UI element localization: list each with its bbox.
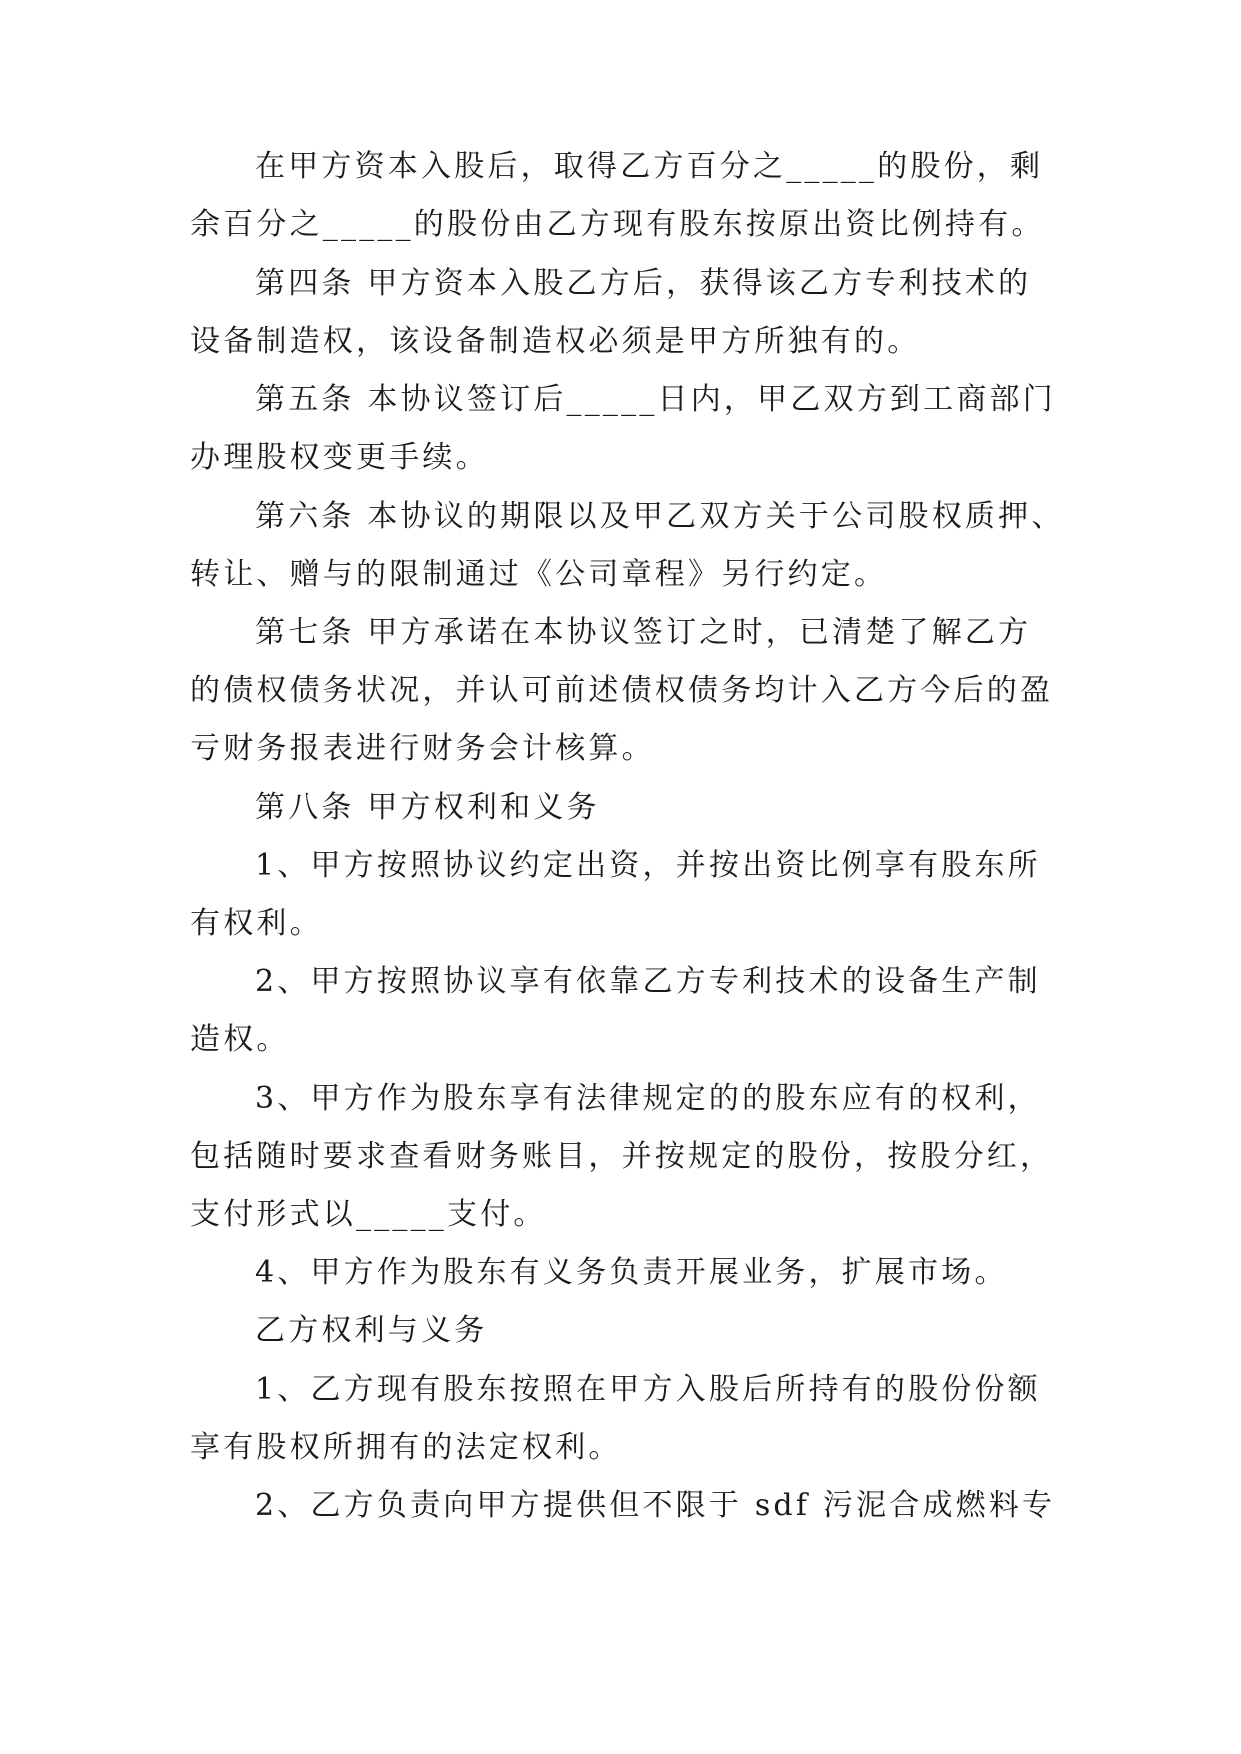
text-line: 亏财务报表进行财务会计核算。 [190, 731, 655, 766]
text-line: 1、乙方现有股东按照在甲方入股后所持有的股份份额 [255, 1372, 1041, 1407]
text-line: 3、甲方作为股东享有法律规定的的股东应有的权利， [255, 1081, 1041, 1116]
text-line: 享有股权所拥有的法定权利。 [190, 1430, 622, 1465]
text-line: 设备制造权，该设备制造权必须是甲方所独有的。 [190, 324, 921, 359]
text-line: 2、甲方按照协议享有依靠乙方专利技术的设备生产制 [255, 964, 1041, 999]
text-line: 第四条 甲方资本入股乙方后，获得该乙方专利技术的 [255, 266, 1032, 301]
text-line: 第七条 甲方承诺在本协议签订之时，已清楚了解乙方 [255, 615, 1032, 650]
text-line: 第八条 甲方权利和义务 [255, 790, 600, 825]
text-line: 在甲方资本入股后，取得乙方百分之_____的股份，剩 [255, 149, 1044, 184]
text-line: 乙方权利与义务 [255, 1313, 488, 1348]
text-line: 第五条 本协议签订后_____日内，甲乙双方到工商部门 [255, 382, 1056, 417]
text-line: 包括随时要求查看财务账目，并按规定的股份，按股分红， [190, 1139, 1054, 1174]
text-line: 4、甲方作为股东有义务负责开展业务，扩展市场。 [255, 1255, 1008, 1290]
text-line: 余百分之_____的股份由乙方现有股东按原出资比例持有。 [190, 207, 1045, 242]
text-line: 造权。 [190, 1022, 290, 1057]
text-line: 有权利。 [190, 906, 323, 941]
text-line: 的债权债务状况，并认可前述债权债务均计入乙方今后的盈 [190, 673, 1054, 708]
text-line: 转让、赠与的限制通过《公司章程》另行约定。 [190, 557, 888, 592]
text-line: 2、乙方负责向甲方提供但不限于 sdf 污泥合成燃料专 [255, 1488, 1056, 1523]
text-line: 1、甲方按照协议约定出资，并按出资比例享有股东所 [255, 848, 1041, 883]
text-line: 第六条 本协议的期限以及甲乙双方关于公司股权质押、 [255, 499, 1065, 534]
text-line: 支付形式以_____支付。 [190, 1197, 547, 1232]
text-line: 办理股权变更手续。 [190, 440, 489, 475]
